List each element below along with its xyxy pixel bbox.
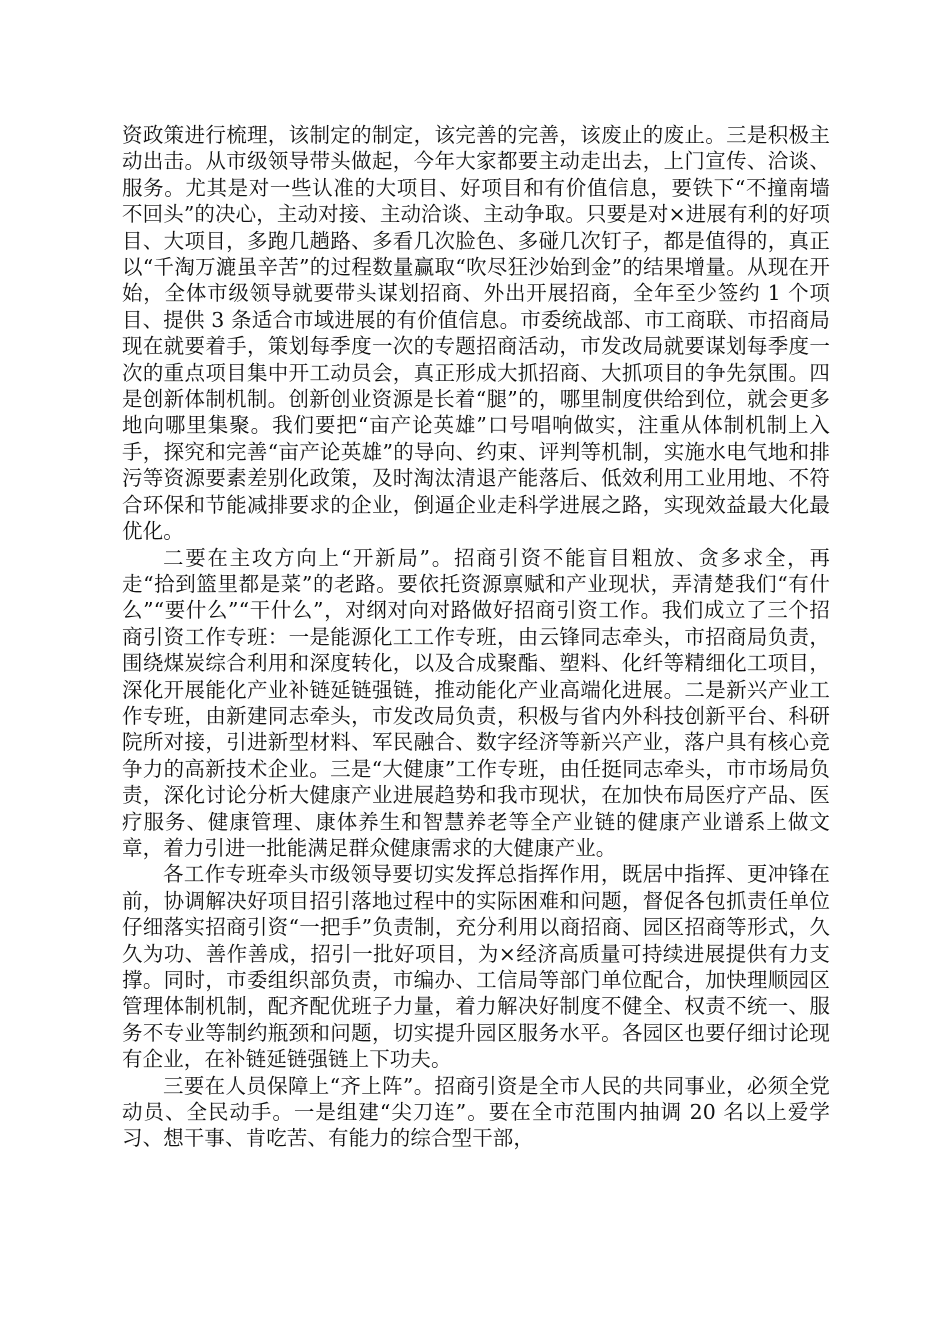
paragraph-1: 资政策进行梳理，该制定的制定，该完善的完善，该废止的废止。三是积极主动出击。从市级领导带头做起，今年大家都要主动走出去，上门宣传、洽谈、服务。尤其是对一些认准的大项目、好项目和有价值信息，要铁下“不撞南墙不回头”的决心，主动对接、主动洽谈、主动争取。只要是对×进展有利的好项目、大项目，多跑几趟路、多看几次脸色、多碰几次钉子，都是值得的，真正以“千淘万漉虽辛苦”的过程数量赢取“吹尽狂沙始到金”的结果增量。从现在开始，全体市级领导就要带头谋划招商、外出开展招商，全年至少签约 1 个项目、提供 3 条适合市域进展的有价值信息。市委统战部、市工商联、市招商局现在就要着手，策划每季度一次的专题招商活动，市发改局就要谋划每季度一次的重点项目集中开工动员会，真正形成大抓招商、大抓项目的争先氛围。四是创新体制机制。创新创业资源是长着“腿”的，哪里制度供给到位，就会更多地向哪里集聚。我们要把“亩产论英雄”口号唱响做实，注重从体制机制上入手，探究和完善“亩产论英雄”的导向、约束、评判等机制，实施水电气地和排污等资源要素差别化政策，及时淘汰清退产能落后、低效利用工业用地、不符合环保和节能减排要求的企业，倒逼企业走科学进展之路，实现效益最大化最优化。 [122,123,830,544]
paragraph-2: 二要在主攻方向上“开新局”。招商引资不能盲目粗放、贪多求全，再走“拾到篮里都是菜”的老路。要依托资源禀赋和产业现状，弄清楚我们“有什么”“要什么”“干什么”，对纲对向对路做好招商引资工作。我们成立了三个招商引资工作专班：一是能源化工工作专班，由云锋同志牵头，市招商局负责，围绕煤炭综合利用和深度转化，以及合成聚酯、塑料、化纤等精细化工项目，深化开展能化产业补链延链强链，推动能化产业高端化进展。二是新兴产业工作专班，由新建同志牵头，市发改局负责，积极与省内外科技创新平台、科研院所对接，引进新型材料、军民融合、数字经济等新兴产业，落户具有核心竞争力的高新技术企业。三是“大健康”工作专班，由任挺同志牵头，市市场局负责，深化讨论分析大健康产业进展趋势和我市现状，在加快布局医疗产品、医疗服务、健康管理、康体养生和智慧养老等全产业链的健康产业谱系上做文章，着力引进一批能满足群众健康需求的大健康产业。 [122,545,830,860]
document-body [122,122,830,1152]
paragraph-3: 各工作专班牵头市级领导要切实发挥总指挥作用，既居中指挥、更冲锋在前，协调解决好项目招引落地过程中的实际困难和问题，督促各包抓责任单位仔细落实招商引资“一把手”负责制，充分利用以商招商、园区招商等形式，久久为功、善作善成，招引一批好项目，为×经济高质量可持续进展提供有力支撑。同时，市委组织部负责，市编办、工信局等部门单位配合，加快理顺园区管理体制机制，配齐配优班子力量，着力解决好制度不健全、权责不统一、服务不专业等制约瓶颈和问题，切实提升园区服务水平。各园区也要仔细讨论现有企业，在补链延链强链上下功夫。 [122,862,830,1072]
paragraph-4: 三要在人员保障上“齐上阵”。招商引资是全市人民的共同事业，必须全党动员、全民动手。一是组建“尖刀连”。要在全市范围内抽调 20 名以上爱学习、想干事、肯吃苦、有能力的综合型干部， [122,1073,830,1151]
